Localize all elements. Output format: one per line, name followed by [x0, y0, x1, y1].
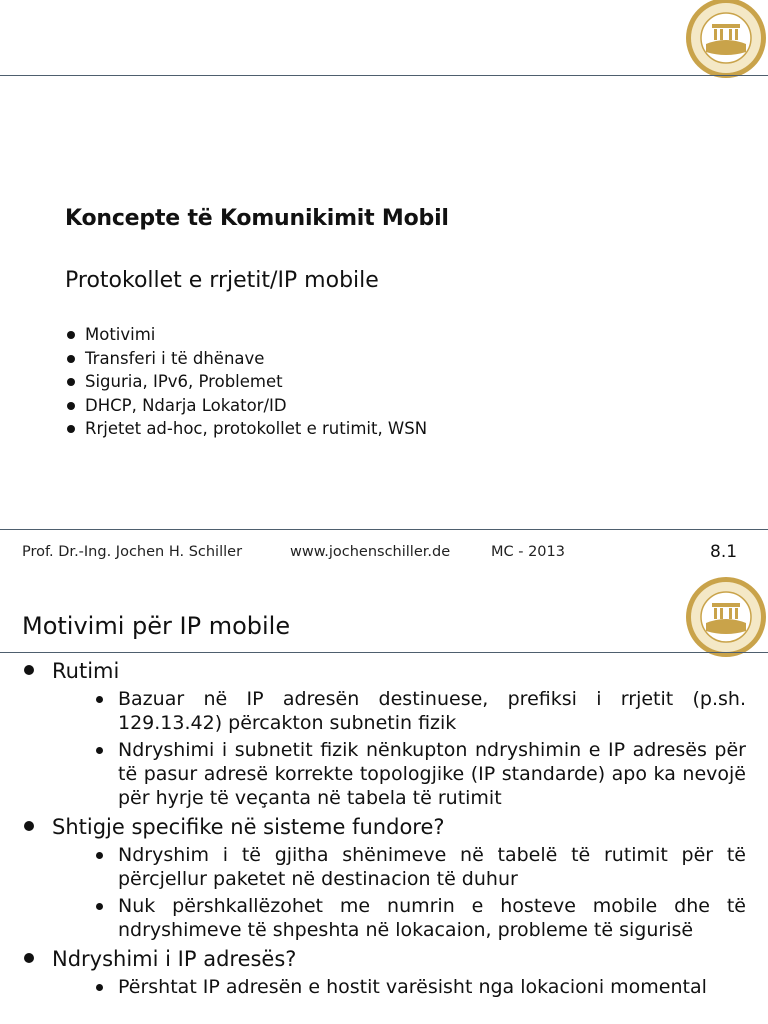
sub-list-item: Nuk përshkallëzohet me numrin e hosteve mobile dhe të ndryshimeve të shpeshta në lokacaion, probleme të sigurisë — [52, 894, 746, 942]
slide-motivation — [0, 540, 768, 1024]
list-item — [20, 814, 746, 942]
list-item — [20, 946, 746, 999]
university-seal-icon — [684, 0, 768, 80]
slide-body — [20, 658, 746, 1003]
footer-author: Prof. Dr.-Ing. Jochen H. Schiller — [22, 544, 243, 560]
header-rule — [0, 75, 768, 76]
list-item: Rrjetet ad-hoc, protokollet e rutimit, WSN — [67, 417, 427, 441]
list-item: DHCP, Ndarja Lokator/ID — [67, 394, 427, 418]
list-item: Motivimi — [67, 323, 427, 347]
footer-course: MC - 2013 — [491, 544, 565, 560]
list-item: Transferi i të dhënave — [67, 347, 427, 371]
slide-subtitle: Protokollet e rrjetit/IP mobile — [65, 268, 379, 293]
list-item: Siguria, IPv6, Problemet — [67, 370, 427, 394]
page-number: 8.1 — [710, 542, 738, 562]
title-rule — [0, 652, 768, 653]
sub-list-item: Ndryshim i të gjitha shënimeve në tabelë të rutimit për të përcjellur paketet në destinacion të duhur — [52, 843, 746, 891]
footer-url: www.jochenschiller.de — [290, 544, 451, 560]
slide-title-heading: Motivimi për IP mobile — [22, 612, 291, 640]
slide-title-heading: Koncepte të Komunikimit Mobil — [65, 206, 449, 231]
bullet-heading: Shtigje specifike në sisteme fundore? — [52, 815, 445, 839]
university-seal-icon — [684, 575, 768, 659]
sub-list-item: Përshtat IP adresën e hostit varësisht nga lokacioni momental — [52, 975, 746, 999]
bullet-heading: Rutimi — [52, 659, 120, 683]
list-item — [20, 658, 746, 810]
topic-list — [67, 323, 427, 441]
sub-list-item: Bazuar në IP adresën destinuese, prefiksi i rrjetit (p.sh. 129.13.42) përcakton subnetin fizik — [52, 687, 746, 735]
sub-list-item: Ndryshimi i subnetit fizik nënkupton ndryshimin e IP adresës për të pasur adresë korrekte topologjike (IP standarde) apo ka nevojë për hyrje të veçanta në tabela të rutimit — [52, 738, 746, 810]
bullet-heading: Ndryshimi i IP adresës? — [52, 947, 297, 971]
